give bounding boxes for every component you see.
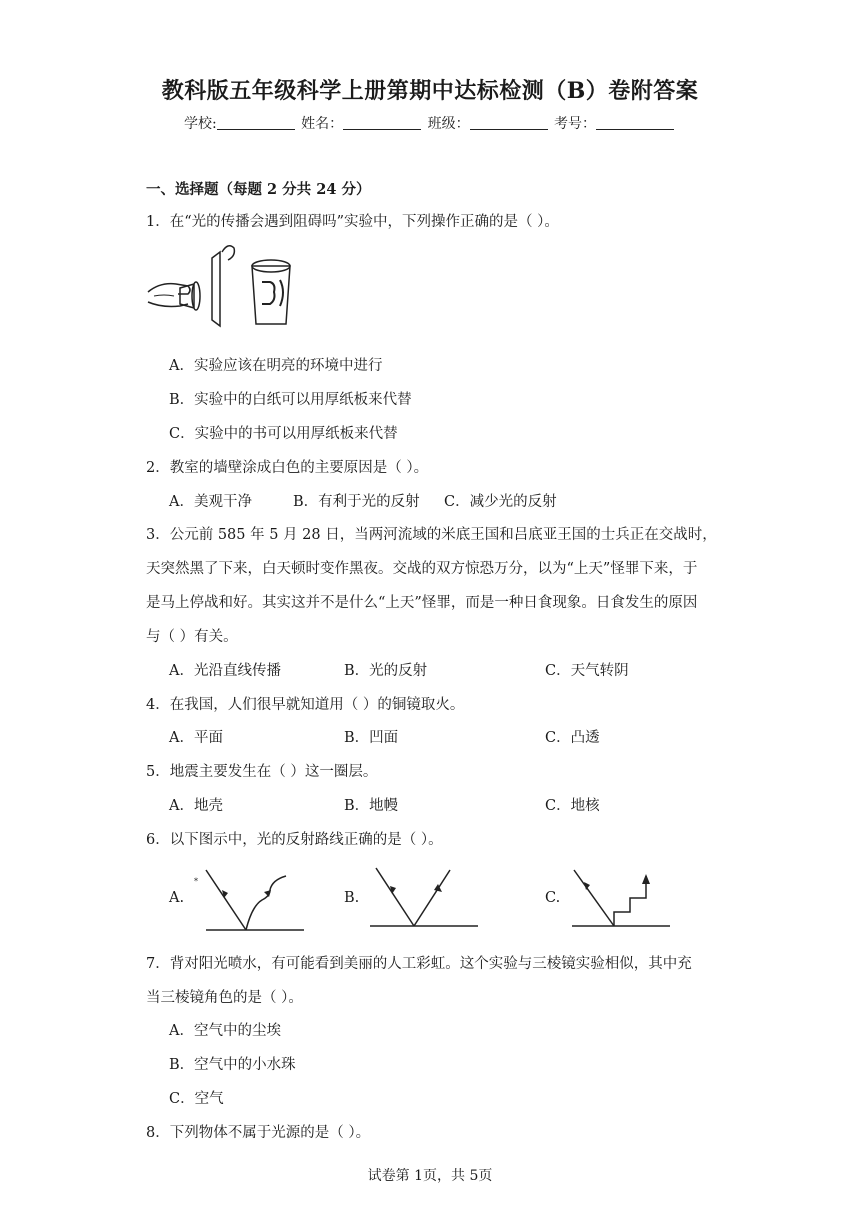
question-3-line-1: 3．公元前 585 年 5 月 28 日，当两河流域的米底王国和吕底亚王国的士兵正在交战时， [146, 527, 717, 543]
question-7-option-a: A．空气中的尘埃 [169, 1023, 281, 1039]
question-7-option-c: C．空气 [169, 1091, 224, 1107]
question-3-line-3: 是马上停战和好。其实这并不是什么“上天”怪罪，而是一种日食现象。日食发生的原因 [146, 595, 698, 611]
question-4-stem: 4．在我国，人们很早就知道用（ ）的铜镜取火。 [146, 697, 465, 713]
question-4-option-a: A．平面 [169, 730, 223, 746]
question-3-line-4: 与（ ）有关。 [146, 629, 238, 645]
exam-number-blank [596, 115, 674, 130]
question-2-option-a: A．美观干净 [169, 494, 252, 510]
question-6-diagram-b [368, 864, 488, 934]
question-6-option-c-label: C. [545, 890, 561, 906]
question-3-option-b: B．光的反射 [344, 663, 428, 679]
school-label: 学校: [183, 116, 217, 132]
question-5-option-c: C．地核 [545, 798, 600, 814]
page-footer: 试卷第 1页，共 5页 [367, 1168, 493, 1184]
question-1-option-a: A．实验应该在明亮的环境中进行 [169, 358, 383, 374]
question-6-diagram-a [192, 864, 312, 934]
exam-number-label: 考号： [554, 116, 597, 132]
class-blank [470, 115, 548, 130]
question-3-line-2: 天突然黑了下来，白天顿时变作黑夜。交战的双方惊恐万分，以为“上天”怪罪下来，于 [146, 561, 698, 577]
question-2-option-b: B．有利于光的反射 [293, 494, 420, 510]
section-heading: 一、选择题（每题 2 分共 24 分） [146, 181, 371, 198]
question-3-option-a: A．光沿直线传播 [169, 663, 281, 679]
school-blank [217, 115, 295, 130]
question-6-option-a-label: A. [169, 890, 185, 906]
question-4-option-b: B．凹面 [344, 730, 399, 746]
question-6-option-b-label: B. [344, 890, 360, 906]
question-1-experiment-image [140, 240, 300, 330]
question-3-option-c: C．天气转阴 [545, 663, 629, 679]
class-label: 班级： [427, 116, 470, 132]
question-5-option-b: B．地幔 [344, 798, 399, 814]
student-info-line [0, 113, 860, 133]
question-2-option-c: C．减少光的反射 [444, 494, 557, 510]
name-label: 姓名： [301, 116, 344, 132]
question-6-stem: 6．以下图示中，光的反射路线正确的是（ ）。 [146, 832, 443, 848]
name-blank [343, 115, 421, 130]
question-6-diagram-c [570, 864, 680, 934]
question-1-stem: 1．在“光的传播会遇到阻碍吗”实验中，下列操作正确的是（ ）。 [146, 214, 559, 230]
svg-text:*: * [194, 877, 198, 886]
question-2-stem: 2．教室的墙壁涂成白色的主要原因是（ ）。 [146, 460, 429, 476]
question-1-option-c: C．实验中的书可以用厚纸板来代替 [169, 426, 398, 442]
question-7-line-2: 当三棱镜角色的是（ ）。 [146, 990, 303, 1006]
question-7-option-b: B．空气中的小水珠 [169, 1057, 296, 1073]
page-title: 教科版五年级科学上册第期中达标检测（B）卷附答案 [161, 78, 699, 104]
question-1-option-b: B．实验中的白纸可以用厚纸板来代替 [169, 392, 412, 408]
question-8-stem: 8．下列物体不属于光源的是（ ）。 [146, 1125, 371, 1141]
question-7-line-1: 7．背对阳光喷水，有可能看到美丽的人工彩虹。这个实验与三棱镜实验相似，其中充 [146, 956, 692, 972]
question-5-option-a: A．地壳 [169, 798, 223, 814]
question-4-option-c: C．凸透 [545, 730, 600, 746]
question-5-stem: 5．地震主要发生在（ ）这一圈层。 [146, 764, 378, 780]
